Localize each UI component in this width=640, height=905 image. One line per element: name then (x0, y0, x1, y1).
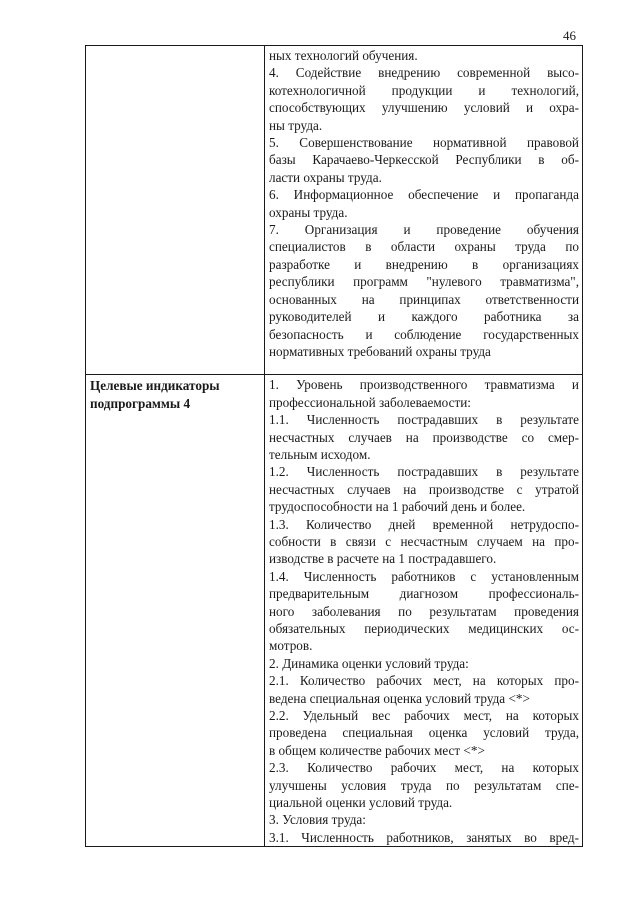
page-number: 46 (563, 28, 576, 43)
row-label: Целевые индикаторы подпрограммы 4 (90, 378, 220, 411)
text-line: улучшены условия труда по результатам спе- (269, 777, 579, 793)
text-line: республики программ "нулевого травматизма", (269, 274, 579, 290)
text-line: 2.2. Удельный вес рабочих мест, на которых (269, 708, 579, 724)
row-content (269, 47, 579, 360)
row-content (269, 376, 579, 846)
text-line: обязательных периодических медицинских ос- (269, 621, 579, 636)
text-line: основанных на принципах ответственности (269, 291, 579, 307)
text-line: изводстве в расчете на 1 пострадавшего. (269, 551, 497, 567)
text-line: 7. Организация и проведение обучения (269, 222, 579, 238)
text-line: 3.1. Численность работников, занятых во вред- (269, 829, 579, 845)
text-line: нормативных требований охраны труда (269, 343, 491, 359)
text-line: способствующих улучшению условий и охра- (269, 100, 579, 116)
passport-table (85, 45, 583, 847)
text-line: проведена специальная оценка условий труда, (269, 725, 579, 741)
text-line: 2.3. Количество рабочих мест, на которых (269, 760, 579, 776)
text-line: несчастных случаев на производстве со смер- (269, 429, 579, 445)
table-row (86, 375, 583, 847)
text-line: собности в связи с несчастным случаем на про- (269, 533, 579, 549)
text-line: 1.4. Численность работников с установленным (269, 568, 579, 584)
row-content-cell (265, 375, 583, 847)
row-label-cell (86, 46, 265, 375)
text-line: разработке и внедрению в организациях (269, 256, 579, 272)
row-content-cell (265, 46, 583, 375)
text-line: ведена специальная оценка условий труда <*> (269, 690, 530, 706)
text-line: тельным исходом. (269, 446, 371, 462)
text-line: 5. Совершенствование нормативной правовой (269, 135, 579, 151)
text-line: 2. Динамика оценки условий труда: (269, 655, 469, 671)
text-line: ного заболевания по результатам проведения (269, 603, 579, 619)
text-line: предварительным диагнозом профессиональ- (269, 586, 579, 602)
text-line: базы Карачаево-Черкесской Республики в об- (269, 152, 579, 168)
table-row (86, 46, 583, 375)
text-line: профессиональной заболеваемости: (269, 394, 471, 410)
text-line: трудоспособности на 1 рабочий день и более. (269, 499, 526, 515)
text-line: котехнологичной продукции и технологий, (269, 82, 579, 98)
text-line: 6. Информационное обеспечение и пропаганда (269, 187, 579, 203)
text-line: 4. Содействие внедрению современной высо- (269, 65, 579, 81)
text-line: в общем количестве рабочих мест <*> (269, 742, 485, 758)
text-line: мотров. (269, 638, 313, 654)
text-line: 1.3. Количество дней временной нетрудоспо- (269, 516, 579, 532)
text-line: руководителей и каждого работника за (269, 309, 579, 325)
text-line: безопасность и соблюдение государственных (269, 326, 579, 342)
text-line: 1. Уровень производственного травматизма и (269, 377, 579, 393)
text-line: несчастных случаев на производстве с утратой (269, 481, 579, 497)
text-line: ласти охраны труда. (269, 169, 382, 185)
text-line: циальной оценки условий труда. (269, 795, 453, 811)
text-line: 1.1. Численность пострадавших в результате (269, 412, 579, 428)
text-line: специалистов в области охраны труда по (269, 239, 579, 255)
row-label-cell (86, 375, 265, 847)
text-line: охраны труда. (269, 204, 348, 220)
text-line: 3. Условия труда: (269, 812, 366, 828)
text-line: ных технологий обучения. (269, 48, 418, 63)
text-line: 2.1. Количество рабочих мест, на которых про- (269, 673, 579, 689)
text-line: 1.2. Численность пострадавших в результате (269, 464, 579, 480)
text-line: ны труда. (269, 117, 323, 133)
